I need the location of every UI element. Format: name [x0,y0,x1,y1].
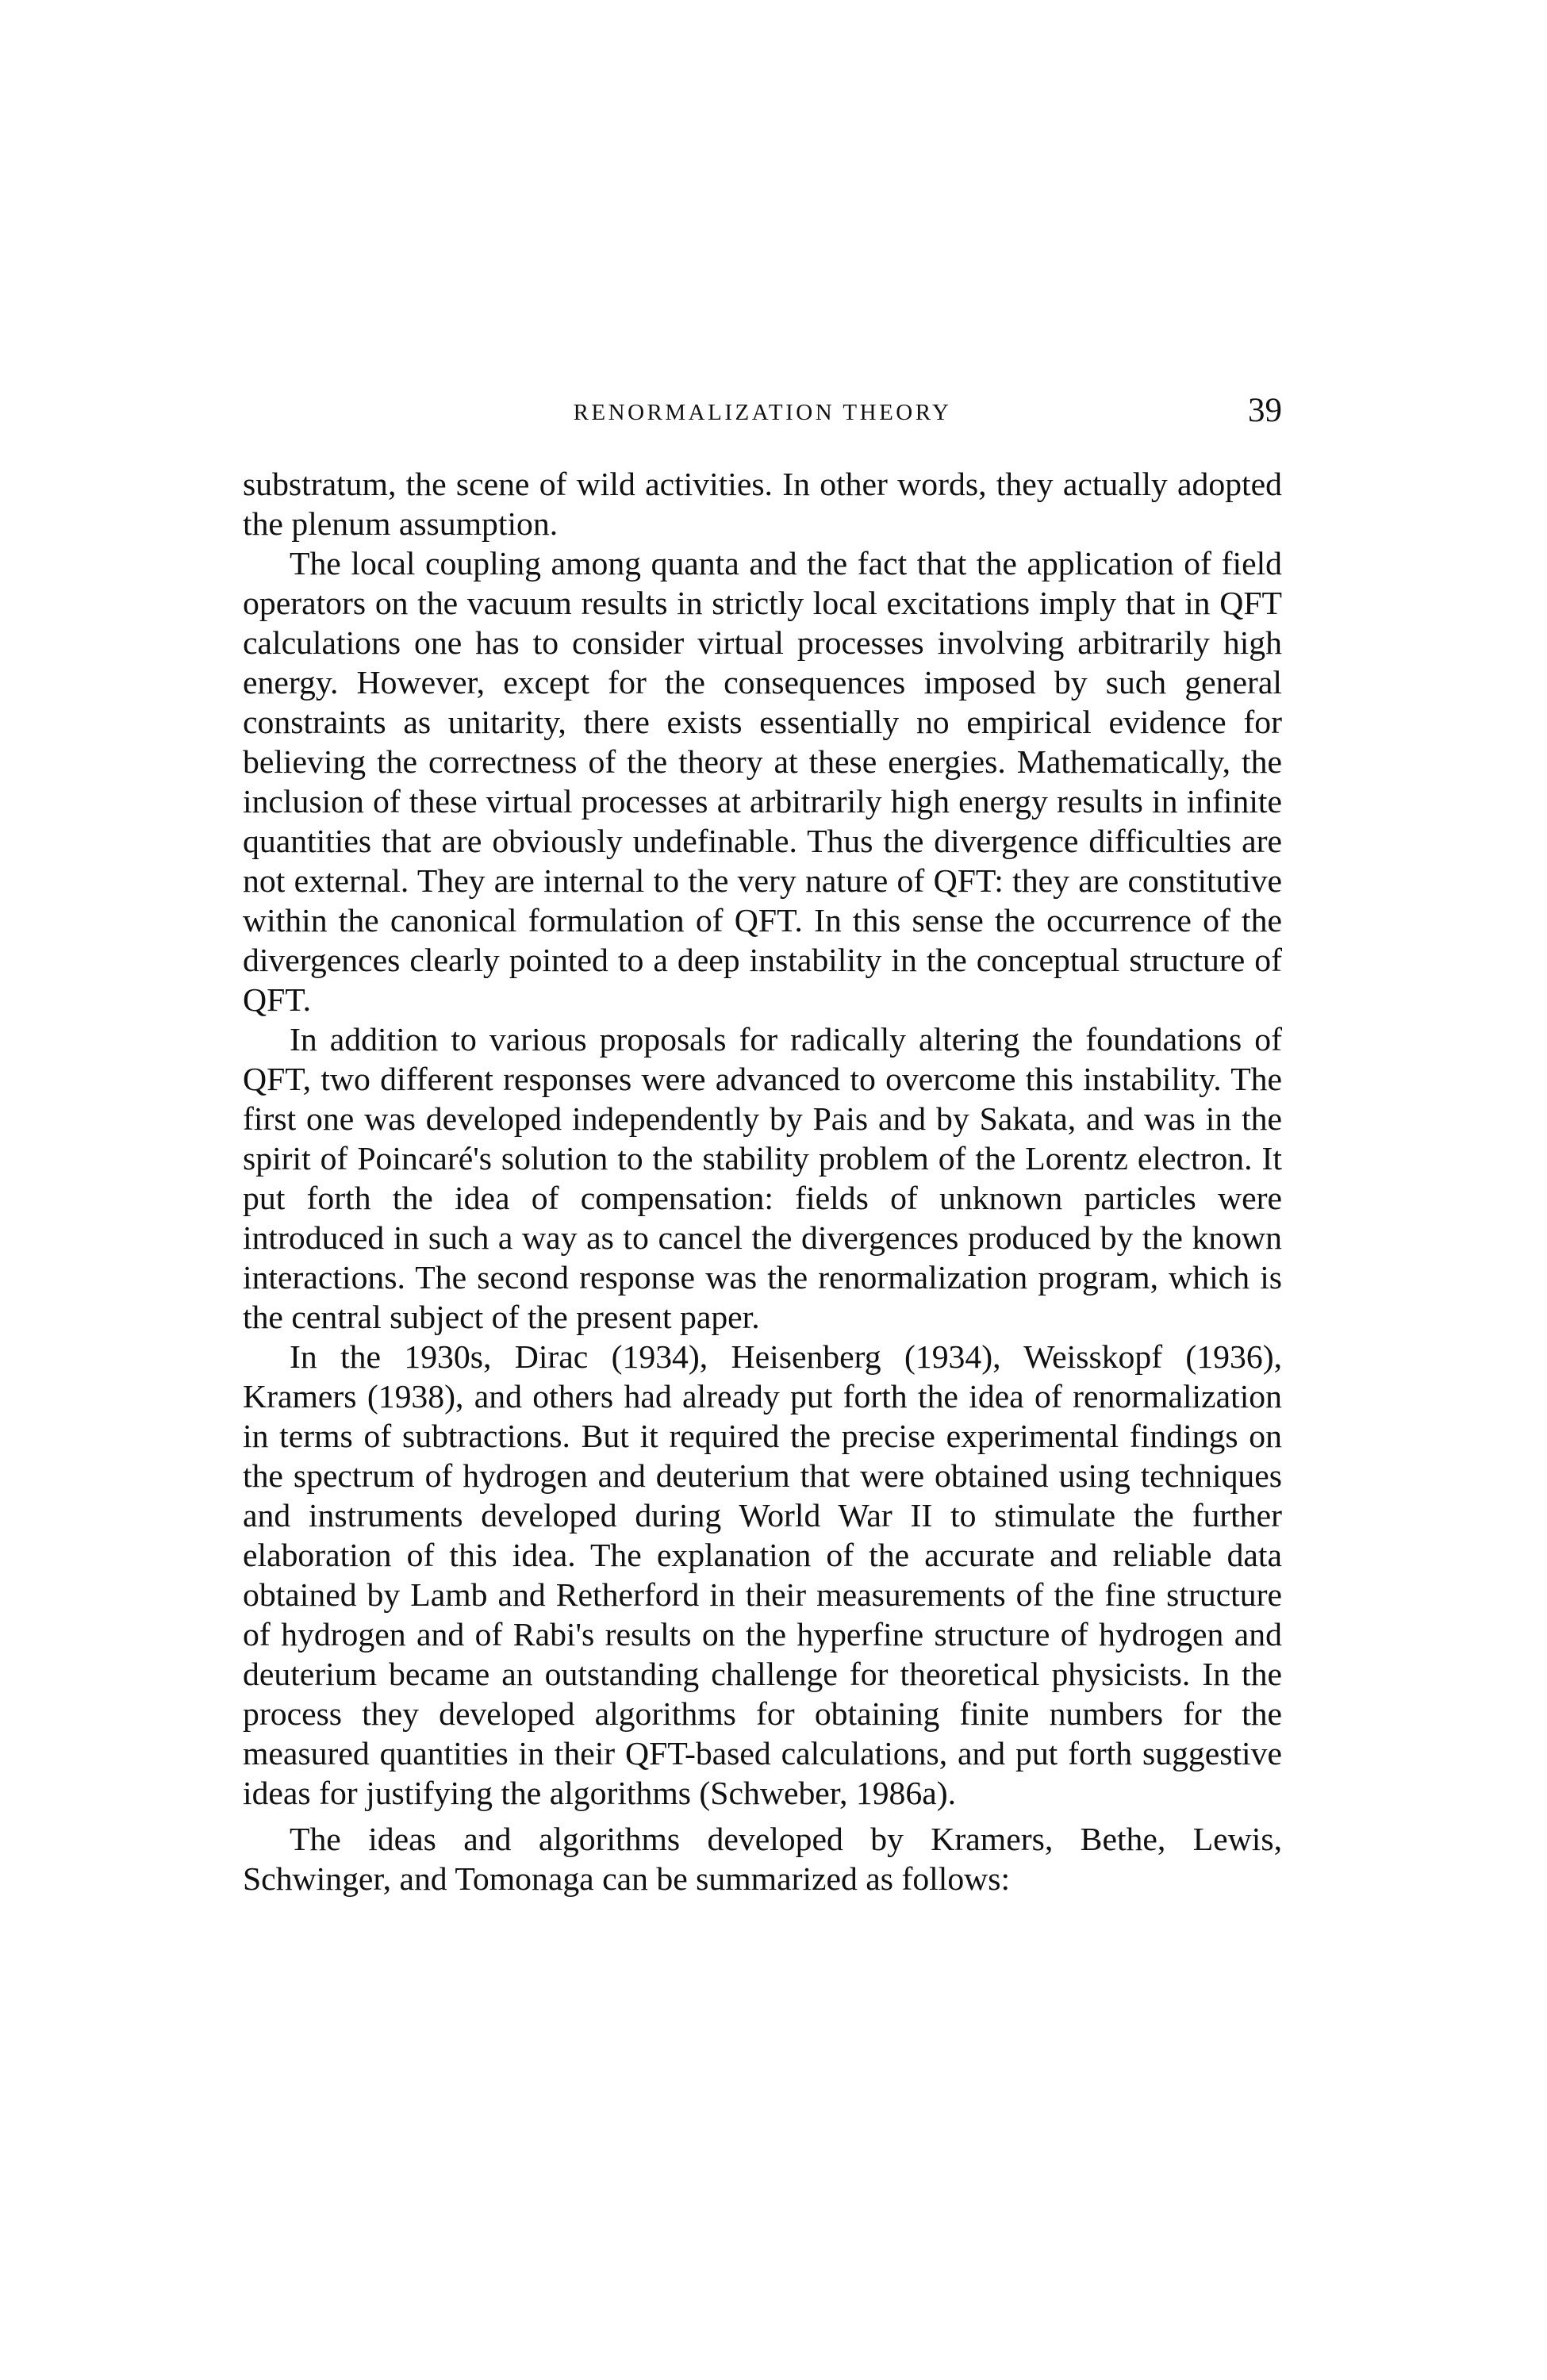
running-head: RENORMALIZATION THEORY [573,400,952,425]
paragraph-local-coupling: The local coupling among quanta and the fact that the application of field operators on the vacuum results in strictly local excitations imply that in QFT calculations one has to consider virtual processes involving arbitrarily high energy. However, except for the consequences imposed by such general constraints as unitarity, there exists essentially no empirical evidence for believing the correctness of the theory at these energies. Mathematically, the inclusion of these virtual processes at arbitrarily high energy results in infinite quantities that are obviously undefinable. Thus the divergence difficulties are not external. They are internal to the very nature of QFT: they are constitutive within the canonical formulation of QFT. In this sense the occurrence of the divergences clearly pointed to a deep instability in the conceptual structure of QFT. [243,546,1282,1019]
paragraph-continuation: substratum, the scene of wild activities. In other words, they actually adopted the plenum assumption. [243,466,1282,543]
body-text [243,465,1282,1899]
page-header [243,392,1282,430]
paragraph-summary-intro: The ideas and algorithms developed by Kramers, Bethe, Lewis, Schwinger, and Tomonaga can be summarized as follows: [243,1821,1282,1898]
paragraph-history: In the 1930s, Dirac (1934), Heisenberg (1934), Weisskopf (1936), Kramers (1938), and others had already put forth the idea of renormalization in terms of subtractions. But it required the precise experimental findings on the spectrum of hydrogen and deuterium that were obtained using techniques and instruments developed during World War II to stimulate the further elaboration of this idea. The explanation of the accurate and reliable data obtained by Lamb and Retherford in their measurements of the fine structure of hydrogen and of Rabi's results on the hyperfine structure of hydrogen and deuterium became an outstanding challenge for theoretical physicists. In the process they developed algorithms for obtaining finite numbers for the measured quantities in their QFT-based calculations, and put forth suggestive ideas for justifying the algorithms (Schweber, 1986a). [243,1339,1282,1812]
page-number: 39 [1248,392,1282,429]
paragraph-responses: In addition to various proposals for radically altering the foundations of QFT, two different responses were advanced to overcome this instability. The first one was developed independently by Pais and by Sakata, and was in the spirit of Poincaré's solution to the stability problem of the Lorentz electron. It put forth the idea of compensation: fields of unknown particles were introduced in such a way as to cancel the divergences produced by the known interactions. The second response was the renormalization program, which is the central subject of the present paper. [243,1022,1282,1336]
